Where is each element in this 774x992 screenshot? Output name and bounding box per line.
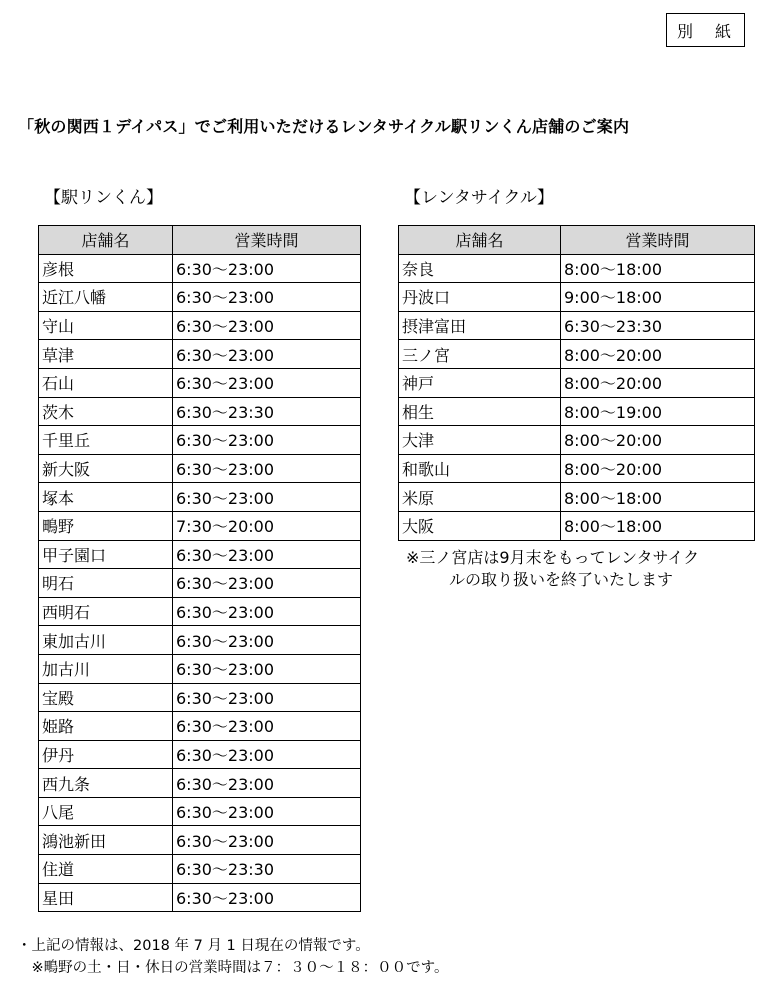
store-name-cell: 住道 xyxy=(39,855,173,884)
footer-line: ※鴫野の土・日・休日の営業時間は７：３０～１８：００です。 xyxy=(17,960,449,976)
table-row xyxy=(39,740,361,769)
hours-cell: 9:00～18:00 xyxy=(561,283,755,312)
table-row xyxy=(399,283,755,312)
store-name-cell: 新大阪 xyxy=(39,454,173,483)
hours-cell: 6:30～23:00 xyxy=(173,569,361,598)
table-row xyxy=(39,368,361,397)
table-row xyxy=(39,511,361,540)
hours-cell: 6:30～23:00 xyxy=(173,740,361,769)
hours-cell: 8:00～18:00 xyxy=(561,511,755,540)
hours-cell: 6:30～23:30 xyxy=(561,311,755,340)
hours-cell: 6:30～23:00 xyxy=(173,769,361,798)
store-name-cell: 鴫野 xyxy=(39,511,173,540)
store-name-cell: 星田 xyxy=(39,883,173,912)
table-row xyxy=(399,426,755,455)
store-name-cell: 八尾 xyxy=(39,797,173,826)
column-header-hours: 営業時間 xyxy=(173,226,361,255)
table-row xyxy=(39,283,361,312)
store-name-cell: 明石 xyxy=(39,569,173,598)
attachment-label: 別 紙 xyxy=(666,13,745,47)
hours-cell: 6:30～23:00 xyxy=(173,797,361,826)
store-name-cell: 塚本 xyxy=(39,483,173,512)
hours-cell: 6:30～23:00 xyxy=(173,597,361,626)
hours-cell: 6:30～23:00 xyxy=(173,283,361,312)
table-row xyxy=(399,483,755,512)
table-row xyxy=(399,454,755,483)
store-name-cell: 近江八幡 xyxy=(39,283,173,312)
table-row xyxy=(399,511,755,540)
store-name-cell: 神戸 xyxy=(399,368,561,397)
hours-cell: 6:30～23:00 xyxy=(173,654,361,683)
hours-cell: 8:00～20:00 xyxy=(561,454,755,483)
store-name-cell: 石山 xyxy=(39,368,173,397)
table-row xyxy=(39,397,361,426)
table-header-row xyxy=(39,226,361,255)
hours-cell: 7:30～20:00 xyxy=(173,511,361,540)
store-name-cell: 摂津富田 xyxy=(399,311,561,340)
hours-cell: 6:30～23:00 xyxy=(173,683,361,712)
table-row xyxy=(39,569,361,598)
store-name-cell: 三ノ宮 xyxy=(399,340,561,369)
table-row xyxy=(39,340,361,369)
rentacycle-table-body xyxy=(399,254,755,540)
store-name-cell: 和歌山 xyxy=(399,454,561,483)
table-row xyxy=(39,597,361,626)
table-row xyxy=(399,368,755,397)
hours-cell: 6:30～23:00 xyxy=(173,483,361,512)
hours-cell: 6:30～23:00 xyxy=(173,368,361,397)
table-row xyxy=(39,454,361,483)
note-line: ルの取り扱いを終了いたします xyxy=(449,570,674,589)
table-row xyxy=(39,254,361,283)
table-row xyxy=(39,426,361,455)
rentacycle-heading: 【レンタサイクル】 xyxy=(404,188,554,208)
hours-cell: 8:00～20:00 xyxy=(561,340,755,369)
table-row xyxy=(39,883,361,912)
hours-cell: 6:30～23:00 xyxy=(173,626,361,655)
store-name-cell: 甲子園口 xyxy=(39,540,173,569)
ekirin-table xyxy=(38,225,361,912)
hours-cell: 8:00～20:00 xyxy=(561,426,755,455)
column-header-hours: 営業時間 xyxy=(561,226,755,255)
rentacycle-table xyxy=(398,225,755,541)
store-name-cell: 東加古川 xyxy=(39,626,173,655)
store-name-cell: 彦根 xyxy=(39,254,173,283)
table-row xyxy=(39,797,361,826)
store-name-cell: 宝殿 xyxy=(39,683,173,712)
store-name-cell: 伊丹 xyxy=(39,740,173,769)
hours-cell: 6:30～23:00 xyxy=(173,454,361,483)
store-name-cell: 茨木 xyxy=(39,397,173,426)
column-header-store: 店舗名 xyxy=(39,226,173,255)
store-name-cell: 奈良 xyxy=(399,254,561,283)
ekirin-heading: 【駅リンくん】 xyxy=(44,188,163,208)
note-line: ※三ノ宮店は9月末をもってレンタサイク xyxy=(406,548,700,567)
table-row xyxy=(39,540,361,569)
hours-cell: 8:00～18:00 xyxy=(561,483,755,512)
hours-cell: 8:00～18:00 xyxy=(561,254,755,283)
table-row xyxy=(39,626,361,655)
hours-cell: 6:30～23:00 xyxy=(173,712,361,741)
store-name-cell: 千里丘 xyxy=(39,426,173,455)
table-row xyxy=(39,712,361,741)
store-name-cell: 大阪 xyxy=(399,511,561,540)
store-name-cell: 鴻池新田 xyxy=(39,826,173,855)
table-row xyxy=(39,683,361,712)
hours-cell: 6:30～23:00 xyxy=(173,826,361,855)
hours-cell: 8:00～20:00 xyxy=(561,368,755,397)
store-name-cell: 西九条 xyxy=(39,769,173,798)
store-name-cell: 草津 xyxy=(39,340,173,369)
store-name-cell: 丹波口 xyxy=(399,283,561,312)
store-name-cell: 加古川 xyxy=(39,654,173,683)
table-row xyxy=(399,254,755,283)
hours-cell: 6:30～23:00 xyxy=(173,883,361,912)
hours-cell: 6:30～23:30 xyxy=(173,855,361,884)
store-name-cell: 米原 xyxy=(399,483,561,512)
ekirin-table-body xyxy=(39,254,361,912)
hours-cell: 8:00～19:00 xyxy=(561,397,755,426)
hours-cell: 6:30～23:30 xyxy=(173,397,361,426)
hours-cell: 6:30～23:00 xyxy=(173,254,361,283)
store-name-cell: 大津 xyxy=(399,426,561,455)
table-row xyxy=(39,855,361,884)
hours-cell: 6:30～23:00 xyxy=(173,540,361,569)
store-name-cell: 相生 xyxy=(399,397,561,426)
table-row xyxy=(399,311,755,340)
footer-line: ・上記の情報は、2018 年 7 月 1 日現在の情報です。 xyxy=(17,938,370,954)
footer-notes xyxy=(17,935,449,979)
hours-cell: 6:30～23:00 xyxy=(173,311,361,340)
table-row xyxy=(39,654,361,683)
table-row xyxy=(399,397,755,426)
table-row xyxy=(399,340,755,369)
hours-cell: 6:30～23:00 xyxy=(173,340,361,369)
store-name-cell: 姫路 xyxy=(39,712,173,741)
column-header-store: 店舗名 xyxy=(399,226,561,255)
table-row xyxy=(39,483,361,512)
table-row xyxy=(39,311,361,340)
table-row xyxy=(39,769,361,798)
hours-cell: 6:30～23:00 xyxy=(173,426,361,455)
store-name-cell: 守山 xyxy=(39,311,173,340)
sannomiya-note xyxy=(406,547,699,591)
table-row xyxy=(39,826,361,855)
table-header-row xyxy=(399,226,755,255)
page-title: 「秋の関西１デイパス」でご利用いただけるレンタサイクル駅リンくん店舗のご案内 xyxy=(18,117,630,136)
store-name-cell: 西明石 xyxy=(39,597,173,626)
